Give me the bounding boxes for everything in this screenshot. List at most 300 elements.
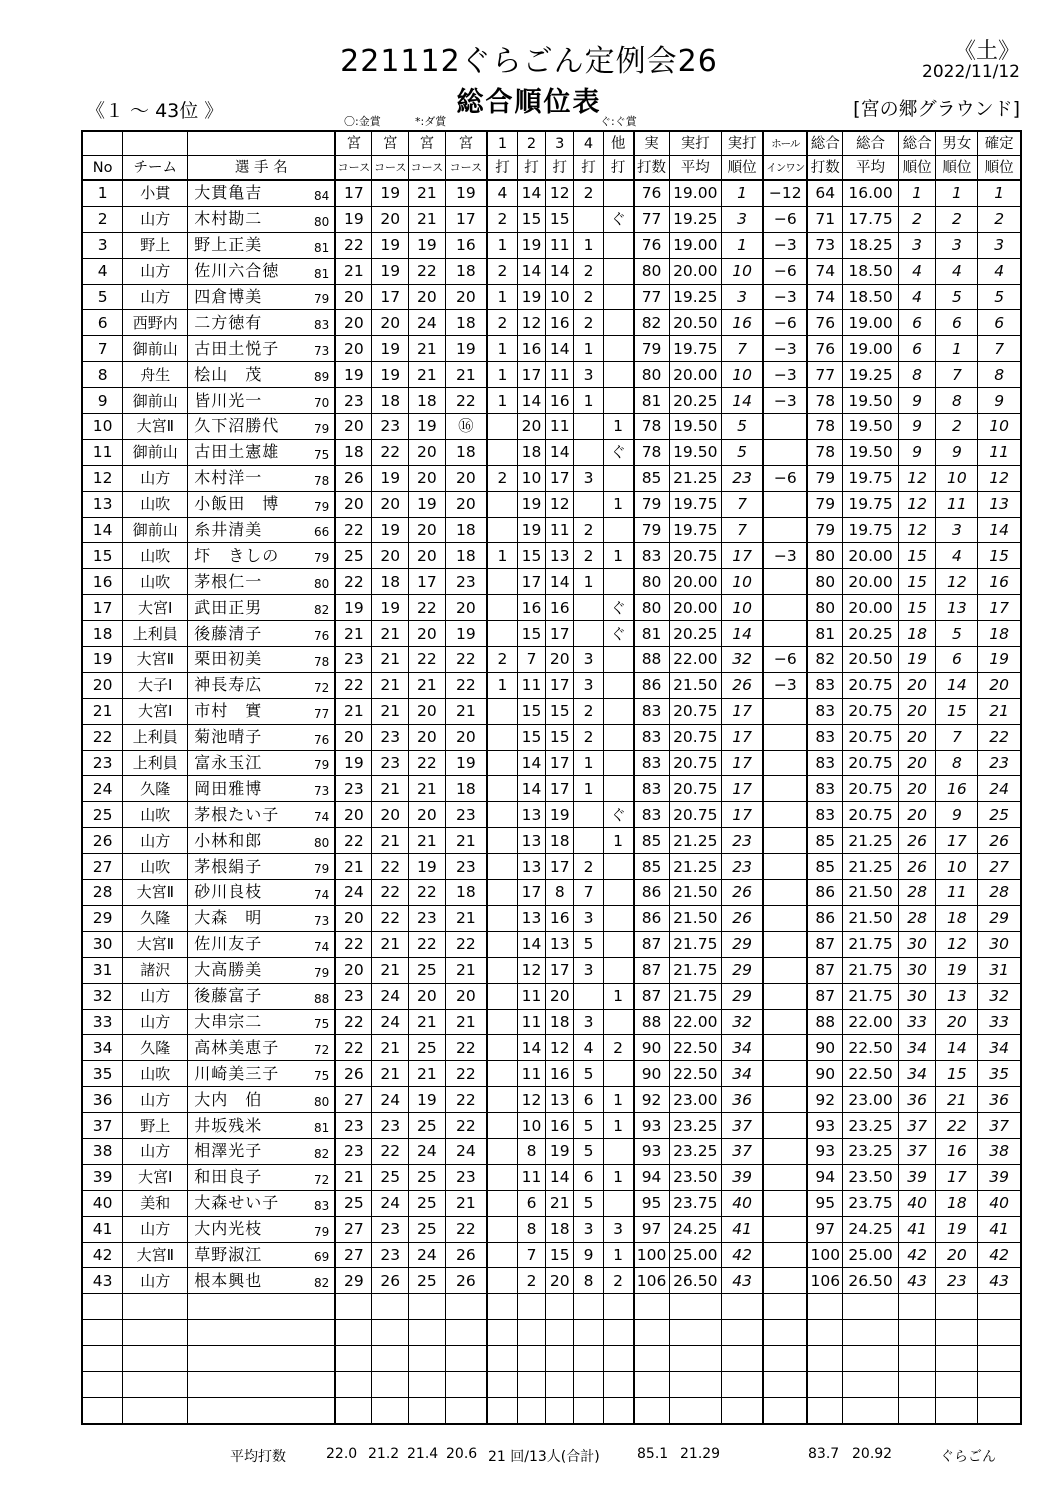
player-name <box>188 750 336 776</box>
score-cell: 22 <box>335 517 372 543</box>
score-cell: 25 <box>409 1113 446 1139</box>
table-row <box>82 1061 1021 1087</box>
team-name: 久隆 <box>123 905 188 931</box>
score-cell: 16 <box>546 1061 574 1087</box>
score-cell: 19 <box>546 802 574 828</box>
score-cell: 7 <box>517 647 545 673</box>
score-cell: 26 <box>978 828 1021 854</box>
score-cell: 15 <box>546 206 574 232</box>
score-cell: 18 <box>898 621 936 647</box>
score-cell <box>763 1087 807 1113</box>
team-name: 御前山 <box>123 517 188 543</box>
score-cell <box>763 439 807 465</box>
score-cell: 78 <box>807 388 843 414</box>
table-row <box>82 1138 1021 1164</box>
score-cell: 21 <box>445 905 487 931</box>
score-cell: 9 <box>936 802 978 828</box>
score-cell: 14 <box>517 388 545 414</box>
score-cell <box>603 776 633 802</box>
score-cell: 30 <box>898 983 936 1009</box>
score-cell: 36 <box>721 1087 763 1113</box>
row-number: 10 <box>82 414 123 440</box>
player-age: 79 <box>314 499 330 514</box>
column-header <box>123 131 188 156</box>
score-cell: 83 <box>634 750 670 776</box>
score-cell: 76 <box>807 336 843 362</box>
score-cell: 11 <box>546 362 574 388</box>
score-cell: 22 <box>335 672 372 698</box>
score-cell: 19.00 <box>669 232 721 258</box>
score-cell: 106 <box>634 1268 670 1294</box>
score-cell: 15 <box>517 724 545 750</box>
team-name: 小貫 <box>123 180 188 206</box>
column-header: コース <box>335 156 372 181</box>
score-cell: −6 <box>763 206 807 232</box>
score-cell: 1 <box>603 828 633 854</box>
score-cell: 77 <box>634 284 670 310</box>
team-name: 山方 <box>123 284 188 310</box>
player-age: 74 <box>314 810 330 825</box>
score-cell: 2 <box>574 258 603 284</box>
score-cell <box>487 905 517 931</box>
score-cell: 13 <box>517 905 545 931</box>
score-cell: 29 <box>335 1268 372 1294</box>
player-name <box>188 647 336 673</box>
player-name <box>188 957 336 983</box>
player-name <box>188 284 336 310</box>
column-header: 宮 <box>372 131 409 156</box>
team-name: 山方 <box>123 465 188 491</box>
empty-cell <box>936 1346 978 1372</box>
score-cell: 16 <box>517 336 545 362</box>
score-cell: 24.25 <box>669 1216 721 1242</box>
empty-cell <box>843 1320 898 1346</box>
score-cell: 1 <box>574 336 603 362</box>
score-cell: 24 <box>409 1242 446 1268</box>
score-cell <box>487 1242 517 1268</box>
score-cell: 21 <box>335 258 372 284</box>
score-cell <box>763 983 807 1009</box>
score-cell <box>763 621 807 647</box>
score-cell: 23.25 <box>843 1113 898 1139</box>
score-cell: 20 <box>978 672 1021 698</box>
score-cell: 1 <box>978 180 1021 206</box>
score-cell: 40 <box>978 1190 1021 1216</box>
empty-cell <box>898 1397 936 1423</box>
score-cell: 29 <box>978 905 1021 931</box>
score-cell <box>487 439 517 465</box>
score-cell: 20 <box>409 439 446 465</box>
score-cell: 1 <box>936 336 978 362</box>
score-cell: 19 <box>409 232 446 258</box>
score-cell: 92 <box>634 1087 670 1113</box>
score-cell: 20 <box>898 802 936 828</box>
player-age: 81 <box>314 240 330 255</box>
score-cell: 19.75 <box>669 491 721 517</box>
score-cell: 12 <box>546 180 574 206</box>
table-row <box>82 1216 1021 1242</box>
score-cell: 22 <box>409 880 446 906</box>
ranking-table <box>81 130 1022 1425</box>
player-name <box>188 802 336 828</box>
score-cell: 12 <box>517 957 545 983</box>
score-cell: 22.00 <box>843 1009 898 1035</box>
score-cell: 93 <box>634 1138 670 1164</box>
score-cell: 86 <box>634 672 670 698</box>
score-cell: 20 <box>936 1242 978 1268</box>
player-name <box>188 310 336 336</box>
score-cell: 23 <box>936 1268 978 1294</box>
score-cell: 1 <box>603 1242 633 1268</box>
score-cell: 21 <box>409 362 446 388</box>
score-cell: 22 <box>445 1216 487 1242</box>
score-cell: 14 <box>721 621 763 647</box>
score-cell <box>603 517 633 543</box>
score-cell: 37 <box>898 1138 936 1164</box>
player-name <box>188 180 336 206</box>
player-name-text: 大内光枝 <box>194 1219 263 1239</box>
score-cell: 13 <box>936 595 978 621</box>
empty-cell <box>721 1346 763 1372</box>
score-cell <box>603 1009 633 1035</box>
player-age: 79 <box>314 758 330 773</box>
score-cell: −12 <box>763 180 807 206</box>
score-cell <box>487 880 517 906</box>
table-row <box>82 1242 1021 1268</box>
score-cell: 81 <box>634 621 670 647</box>
player-name-text: 佐川友子 <box>194 934 263 954</box>
score-cell: 20.75 <box>843 802 898 828</box>
empty-cell <box>188 1320 336 1346</box>
score-cell: 13 <box>517 854 545 880</box>
score-cell <box>763 905 807 931</box>
empty-cell <box>603 1397 633 1423</box>
score-cell: 11 <box>936 491 978 517</box>
score-cell: 22 <box>445 388 487 414</box>
row-number: 11 <box>82 439 123 465</box>
score-cell: 87 <box>634 957 670 983</box>
score-cell: 18 <box>936 905 978 931</box>
row-number: 17 <box>82 595 123 621</box>
score-cell: 15 <box>936 698 978 724</box>
empty-cell <box>669 1371 721 1397</box>
player-name-text: 桧山 茂 <box>194 364 263 384</box>
empty-cell <box>603 1346 633 1372</box>
score-cell: 7 <box>721 336 763 362</box>
score-cell: 2 <box>487 465 517 491</box>
column-header: 平均 <box>669 156 721 181</box>
score-cell: 86 <box>634 880 670 906</box>
footer-organizer: ぐらごん <box>940 1449 996 1465</box>
score-cell: 18 <box>409 388 446 414</box>
score-cell: 11 <box>517 1009 545 1035</box>
score-cell: 16 <box>721 310 763 336</box>
table-row <box>82 1035 1021 1061</box>
player-age: 75 <box>314 1069 330 1084</box>
score-cell: 18 <box>546 1216 574 1242</box>
score-cell <box>763 1268 807 1294</box>
empty-cell <box>603 1320 633 1346</box>
score-cell: 15 <box>898 595 936 621</box>
score-cell: 93 <box>634 1113 670 1139</box>
score-cell <box>603 1190 633 1216</box>
score-cell <box>487 1061 517 1087</box>
score-cell: 23.50 <box>843 1164 898 1190</box>
score-cell: 22 <box>445 1035 487 1061</box>
score-cell: 21 <box>372 828 409 854</box>
score-cell: 3 <box>721 284 763 310</box>
score-cell: 32 <box>721 1009 763 1035</box>
score-cell: 20.00 <box>843 595 898 621</box>
table-row <box>82 439 1021 465</box>
player-age: 76 <box>314 629 330 644</box>
row-number: 42 <box>82 1242 123 1268</box>
score-cell <box>763 569 807 595</box>
score-cell: 83 <box>807 672 843 698</box>
score-cell: 18 <box>372 569 409 595</box>
empty-cell <box>188 1294 336 1320</box>
row-number: 23 <box>82 750 123 776</box>
score-cell: 20 <box>409 698 446 724</box>
score-cell <box>603 931 633 957</box>
score-cell: 22 <box>936 1113 978 1139</box>
score-cell: 15 <box>517 698 545 724</box>
score-cell: 71 <box>807 206 843 232</box>
column-header: 打 <box>603 156 633 181</box>
score-cell: 83 <box>634 724 670 750</box>
row-number: 25 <box>82 802 123 828</box>
player-age: 79 <box>314 1224 330 1239</box>
player-name-text: 神長寿広 <box>194 675 263 695</box>
score-cell: 17 <box>936 1164 978 1190</box>
score-cell: 19 <box>372 362 409 388</box>
player-age: 74 <box>314 887 330 902</box>
score-cell: 22 <box>445 931 487 957</box>
player-name-text: 久下沼勝代 <box>194 416 280 436</box>
score-cell: 3 <box>574 905 603 931</box>
score-cell: 38 <box>978 1138 1021 1164</box>
column-header: 平均 <box>843 156 898 181</box>
empty-cell <box>409 1397 446 1423</box>
column-header: 実打 <box>721 131 763 156</box>
score-cell: 18 <box>978 621 1021 647</box>
team-name: 山方 <box>123 1268 188 1294</box>
score-cell: 20.75 <box>669 543 721 569</box>
score-cell: 19 <box>409 854 446 880</box>
score-cell <box>763 1216 807 1242</box>
column-header: 総合 <box>898 131 936 156</box>
row-number: 27 <box>82 854 123 880</box>
score-cell: 3 <box>574 672 603 698</box>
player-name-text: 圷 きしの <box>194 545 280 565</box>
score-cell: 5 <box>574 1190 603 1216</box>
score-cell: 97 <box>807 1216 843 1242</box>
score-cell <box>487 957 517 983</box>
team-name: 御前山 <box>123 388 188 414</box>
team-name: 上利員 <box>123 750 188 776</box>
score-cell <box>603 854 633 880</box>
score-cell: 17 <box>546 465 574 491</box>
player-name-text: 野上正美 <box>194 235 263 255</box>
score-cell: 21 <box>372 957 409 983</box>
score-cell: 3 <box>721 206 763 232</box>
score-cell <box>763 1061 807 1087</box>
score-cell: 4 <box>898 258 936 284</box>
empty-cell <box>721 1294 763 1320</box>
empty-cell <box>763 1371 807 1397</box>
score-cell: 92 <box>807 1087 843 1113</box>
score-cell: 22 <box>445 672 487 698</box>
score-cell: 14 <box>978 517 1021 543</box>
column-header: 確定 <box>978 131 1021 156</box>
score-cell <box>763 1009 807 1035</box>
score-cell: 21 <box>372 931 409 957</box>
player-age: 82 <box>314 1276 330 1291</box>
empty-cell <box>82 1320 123 1346</box>
empty-cell <box>335 1371 372 1397</box>
empty-cell <box>372 1371 409 1397</box>
score-cell <box>487 854 517 880</box>
report-title: 221112ぐらごん定例会26 <box>340 44 718 79</box>
table-row <box>82 569 1021 595</box>
score-cell <box>603 180 633 206</box>
score-cell: 25 <box>978 802 1021 828</box>
score-cell: 19 <box>372 465 409 491</box>
score-cell: 6 <box>517 1190 545 1216</box>
table-row <box>82 724 1021 750</box>
score-cell: 19.75 <box>843 517 898 543</box>
score-cell <box>487 1113 517 1139</box>
score-cell: 1 <box>574 750 603 776</box>
score-cell: 14 <box>936 672 978 698</box>
score-cell: 18 <box>936 1190 978 1216</box>
score-cell: 100 <box>634 1242 670 1268</box>
score-cell: 76 <box>634 232 670 258</box>
column-header: チーム <box>123 156 188 181</box>
column-header: コース <box>372 156 409 181</box>
score-cell: 39 <box>721 1164 763 1190</box>
score-cell: 14 <box>546 336 574 362</box>
score-cell: 81 <box>807 621 843 647</box>
score-cell: 20 <box>335 491 372 517</box>
score-cell: 17 <box>546 750 574 776</box>
score-cell: 20.75 <box>669 750 721 776</box>
score-cell: 9 <box>574 1242 603 1268</box>
score-cell: 26 <box>898 828 936 854</box>
score-cell: 10 <box>936 465 978 491</box>
score-cell <box>487 1087 517 1113</box>
score-cell <box>487 1035 517 1061</box>
score-cell: 19 <box>409 1087 446 1113</box>
row-number: 3 <box>82 232 123 258</box>
player-name <box>188 621 336 647</box>
empty-cell <box>123 1346 188 1372</box>
row-number: 5 <box>82 284 123 310</box>
row-number: 19 <box>82 647 123 673</box>
score-cell: 21 <box>335 698 372 724</box>
score-cell <box>574 414 603 440</box>
player-name-text: 木村勘二 <box>194 209 263 229</box>
row-number: 41 <box>82 1216 123 1242</box>
score-cell: 4 <box>936 258 978 284</box>
column-header: 宮 <box>445 131 487 156</box>
score-cell: 83 <box>807 776 843 802</box>
score-cell: 8 <box>898 362 936 388</box>
column-header: 打 <box>487 156 517 181</box>
score-cell: 28 <box>978 880 1021 906</box>
player-name <box>188 1113 336 1139</box>
score-cell: 17 <box>517 880 545 906</box>
team-name: 大宮Ⅰ <box>123 1164 188 1190</box>
footer-course2-avg: 21.2 <box>368 1446 400 1462</box>
score-cell: 20 <box>372 310 409 336</box>
score-cell: 21 <box>409 180 446 206</box>
player-name <box>188 854 336 880</box>
score-cell: 2 <box>517 1268 545 1294</box>
score-cell: 16 <box>936 1138 978 1164</box>
score-cell <box>487 491 517 517</box>
score-cell: 34 <box>721 1061 763 1087</box>
player-name-text: 岡田雅博 <box>194 778 263 798</box>
score-cell: 26 <box>721 905 763 931</box>
table-row <box>82 258 1021 284</box>
score-cell: 19 <box>445 336 487 362</box>
empty-cell <box>487 1346 517 1372</box>
score-cell: 22 <box>445 647 487 673</box>
empty-cell <box>409 1371 446 1397</box>
empty-cell <box>898 1320 936 1346</box>
score-cell: 1 <box>487 672 517 698</box>
score-cell: 78 <box>807 439 843 465</box>
team-name: 山方 <box>123 1087 188 1113</box>
player-name <box>188 1190 336 1216</box>
score-cell: 23 <box>445 802 487 828</box>
score-cell: 11 <box>978 439 1021 465</box>
score-cell: 6 <box>574 1164 603 1190</box>
empty-cell <box>669 1320 721 1346</box>
player-name-text: 大森せい子 <box>194 1193 280 1213</box>
player-name <box>188 1216 336 1242</box>
player-name-text: 大森 明 <box>194 908 263 928</box>
score-cell: 17 <box>517 569 545 595</box>
empty-cell <box>517 1294 545 1320</box>
score-cell: 22 <box>445 1061 487 1087</box>
legend-gu: ぐ:ぐ賞 <box>600 115 637 128</box>
score-cell: 22.50 <box>843 1035 898 1061</box>
score-cell: 21 <box>372 776 409 802</box>
score-cell: 17 <box>546 776 574 802</box>
column-header: 実 <box>634 131 670 156</box>
empty-row <box>82 1294 1021 1320</box>
table-row <box>82 1087 1021 1113</box>
score-cell: 24 <box>978 776 1021 802</box>
score-cell: 87 <box>807 983 843 1009</box>
empty-cell <box>634 1320 670 1346</box>
team-name: 上利員 <box>123 724 188 750</box>
score-cell: 14 <box>721 388 763 414</box>
score-cell: 22 <box>409 647 446 673</box>
score-cell: 25 <box>409 1190 446 1216</box>
score-cell: 19 <box>335 206 372 232</box>
player-name-text: 栗田初美 <box>194 649 263 669</box>
score-cell: 2 <box>574 854 603 880</box>
score-cell: 14 <box>546 439 574 465</box>
score-cell <box>763 698 807 724</box>
player-name-text: 大内 伯 <box>194 1089 263 1109</box>
team-name: 山方 <box>123 1216 188 1242</box>
team-name: 大子Ⅰ <box>123 672 188 698</box>
score-cell: 10 <box>721 569 763 595</box>
